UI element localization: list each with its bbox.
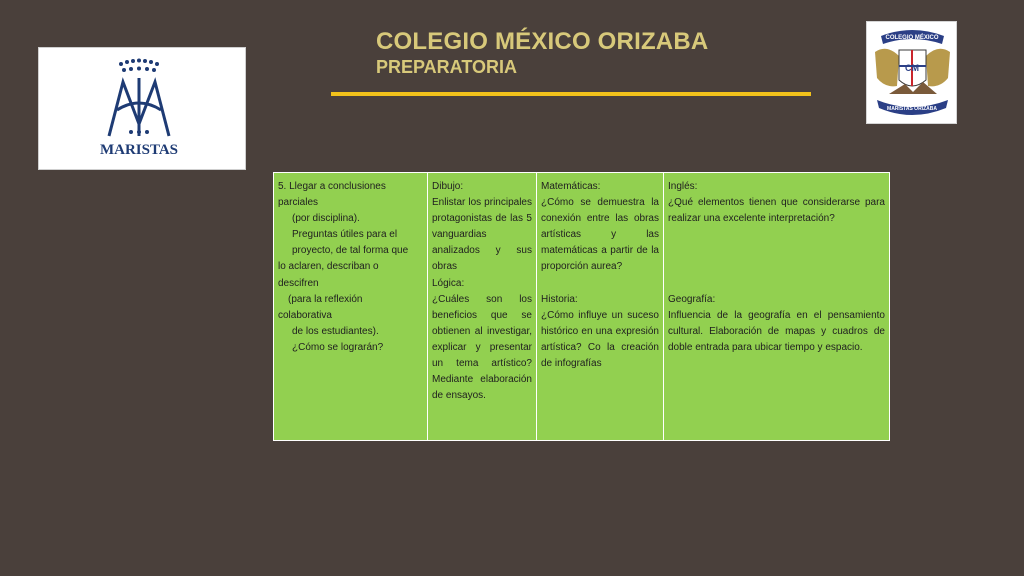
title-block	[376, 28, 708, 78]
list-item: 5. Llegar a conclusiones	[278, 181, 386, 192]
list-item: colaborativa	[278, 309, 332, 321]
table-cell-ingles-geografia	[664, 173, 890, 441]
table-cell-conclusions	[274, 173, 428, 441]
subject-text-dibujo: Enlistar los principales protagonistas de las 5 vanguardias analizados y sus obras	[432, 197, 532, 273]
list-item: (para la reflexión	[288, 293, 363, 305]
subject-heading-logica: Lógica:	[432, 277, 465, 289]
subject-heading-ingles: Inglés:	[668, 181, 698, 192]
list-item: ¿Cómo se lograrán?	[292, 341, 384, 353]
subject-text-logica: ¿Cuáles son los beneficios que se obtienen al investigar, explicar y presentar un tema artístico? Mediante elaboración de ensayos.	[432, 293, 532, 402]
crest-bottom-text: MARISTAS ORIZABA	[887, 106, 937, 112]
subject-heading-matematicas: Matemáticas:	[541, 181, 601, 192]
list-item: descifren	[278, 277, 319, 289]
crest-top-text: COLEGIO MÉXICO	[885, 35, 939, 41]
subject-text-matematicas: ¿Cómo se demuestra la conexión entre las obras artísticas y las matemáticas a partir de la proporción aurea?	[541, 197, 659, 273]
subject-text-ingles: ¿Qué elementos tienen que considerarse para realizar una excelente interpretación?	[668, 197, 885, 225]
list-item: de los estudiantes).	[292, 325, 379, 337]
subject-heading-historia: Historia:	[541, 293, 578, 305]
content-table	[273, 172, 890, 441]
maristas-logo	[38, 47, 246, 170]
subject-text-geografia: Influencia de la geografía en el pensamiento cultural. Elaboración de mapas y cuadros de doble entrada para ubicar tiempo y espacio.	[668, 309, 885, 353]
subject-text-historia: ¿Cómo influye un suceso histórico en una expresión artística? Co la creación de infografías	[541, 309, 659, 370]
table-cell-matematicas-historia	[537, 173, 664, 441]
maristas-logo-text: MARISTAS	[99, 142, 179, 158]
list-item: (por disciplina).	[292, 213, 360, 225]
maristas-emblem-icon	[39, 48, 247, 171]
table-row	[274, 173, 890, 441]
page-title: COLEGIO MÉXICO ORIZABA	[376, 28, 709, 55]
list-item: Preguntas útiles para el	[292, 229, 398, 241]
title-underline	[331, 92, 811, 96]
list-item: proyecto, de tal forma que	[292, 245, 409, 257]
subject-heading-geografia: Geografía:	[668, 293, 716, 305]
list-item: parciales	[278, 197, 319, 209]
page-subtitle: PREPARATORIA	[376, 57, 518, 77]
table-cell-dibujo-logica	[428, 173, 537, 441]
list-item: lo aclaren, describan o	[278, 261, 379, 273]
crest-monogram: CM	[905, 63, 919, 73]
colegio-mexico-logo	[866, 21, 957, 124]
subject-heading-dibujo: Dibujo:	[432, 181, 464, 192]
school-crest-icon	[867, 22, 958, 125]
